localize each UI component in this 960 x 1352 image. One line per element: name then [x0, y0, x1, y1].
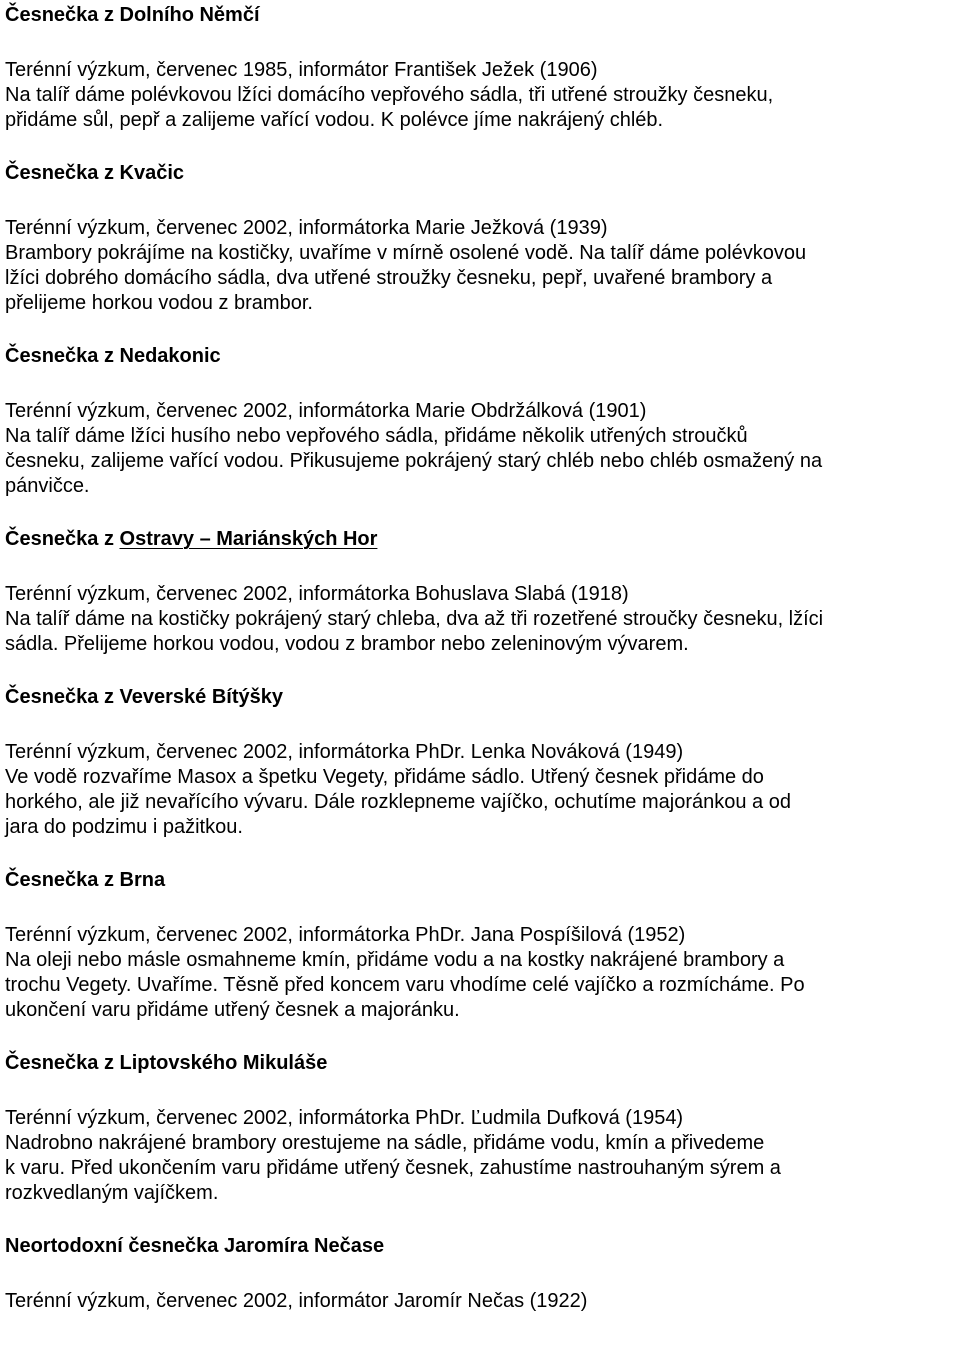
recipe-title: Česnečka z Veverské Bítýšky: [5, 686, 283, 708]
spacer: [5, 710, 957, 739]
recipe-text-line: sádla. Přelijeme horkou vodou, vodou z brambor nebo zeleninovým vývarem.: [5, 633, 689, 655]
spacer: [5, 1076, 957, 1105]
spacer: [5, 1259, 957, 1288]
recipe-title: Neortodoxní česnečka Jaromíra Nečase: [5, 1235, 385, 1257]
recipe-section: [5, 867, 957, 1050]
recipe-source: Terénní výzkum, červenec 2002, informátorka Marie Ježková (1939): [5, 217, 608, 239]
spacer: [5, 840, 957, 867]
recipe-text-line: Nadrobno nakrájené brambory orestujeme na sádle, přidáme vodu, kmín a přivedeme: [5, 1132, 765, 1154]
recipe-source: Terénní výzkum, červenec 1985, informátor František Ježek (1906): [5, 59, 598, 81]
recipe-text-line: Na talíř dáme na kostičky pokrájený starý chleba, dva až tři rozetřené stroučky česneku, lžíci: [5, 608, 824, 630]
spacer: [5, 552, 957, 581]
recipe-section: [5, 343, 957, 526]
spacer: [5, 369, 957, 398]
spacer: [5, 28, 957, 57]
recipe-title: Česnečka z Dolního Němčí: [5, 4, 260, 26]
recipe-text-line: ukončení varu přidáme utřený česnek a majoránku.: [5, 999, 460, 1021]
recipe-text-line: lžíci dobrého domácího sádla, dva utřené stroužky česneku, pepř, uvařené brambory a: [5, 267, 773, 289]
recipe-source: Terénní výzkum, červenec 2002, informátorka PhDr. Jana Pospíšilová (1952): [5, 924, 686, 946]
spacer: [5, 1023, 957, 1050]
recipe-section: [5, 160, 957, 343]
recipe-title: Česnečka z Kvačic: [5, 162, 185, 184]
spacer: [5, 316, 957, 343]
recipe-text-line: Na oleji nebo másle osmahneme kmín, přidáme vodu a na kostky nakrájené brambory a: [5, 949, 785, 971]
recipe-title: Česnečka z Liptovského Mikuláše: [5, 1052, 328, 1074]
recipe-text-line: k varu. Před ukončením varu přidáme utřený česnek, zahustíme nastrouhaným sýrem a: [5, 1157, 781, 1179]
recipe-text-line: trochu Vegety. Uvaříme. Těsně před koncem varu vhodíme celé vajíčko a rozmícháme. Po: [5, 974, 805, 996]
recipe-source: Terénní výzkum, červenec 2002, informátor Jaromír Nečas (1922): [5, 1290, 588, 1312]
recipe-section: [5, 526, 957, 684]
recipe-text-line: Na talíř dáme lžíci husího nebo vepřového sádla, přidáme několik utřených stroučků: [5, 425, 748, 447]
recipe-section: [5, 1233, 957, 1314]
recipe-text-line: pánvičce.: [5, 475, 90, 497]
spacer: [5, 1206, 957, 1233]
recipe-text-line: horkého, ale již nevařícího vývaru. Dále rozklepneme vajíčko, ochutíme majoránkou a od: [5, 791, 791, 813]
recipe-source: Terénní výzkum, červenec 2002, informátorka PhDr. Lenka Nováková (1949): [5, 741, 684, 763]
recipe-text-line: Ve vodě rozvaříme Masox a špetku Vegety, přidáme sádlo. Utřený česnek přidáme do: [5, 766, 764, 788]
recipe-text-line: přidáme sůl, pepř a zalijeme vařící vodou. K polévce jíme nakrájený chléb.: [5, 109, 664, 131]
recipe-source: Terénní výzkum, červenec 2002, informátorka Marie Obdržálková (1901): [5, 400, 647, 422]
recipe-text-line: Na talíř dáme polévkovou lžíci domácího vepřového sádla, tři utřené stroužky česneku,: [5, 84, 774, 106]
recipe-source: Terénní výzkum, červenec 2002, informátorka Bohuslava Slabá (1918): [5, 583, 629, 605]
recipe-title: [5, 526, 957, 552]
spacer: [5, 186, 957, 215]
recipe-title: Česnečka z Nedakonic: [5, 345, 221, 367]
recipe-title: Česnečka z Brna: [5, 869, 166, 891]
recipe-text-line: česneku, zalijeme vařící vodou. Přikusujeme pokrájený starý chléb nebo chléb osmažený na: [5, 450, 823, 472]
spacer: [5, 133, 957, 160]
recipe-text-line: rozkvedlaným vajíčkem.: [5, 1182, 219, 1204]
document-page: [5, 2, 957, 1314]
recipe-text-line: přelijeme horkou vodou z brambor.: [5, 292, 313, 314]
recipe-text-line: jara do podzimu i pažitkou.: [5, 816, 243, 838]
recipe-title-place: Ostravy – Mariánských Hor: [119, 528, 378, 550]
recipe-source: Terénní výzkum, červenec 2002, informátorka PhDr. Ľudmila Dufková (1954): [5, 1107, 684, 1129]
recipe-section: [5, 684, 957, 867]
spacer: [5, 893, 957, 922]
spacer: [5, 499, 957, 526]
recipe-section: [5, 2, 957, 160]
spacer: [5, 657, 957, 684]
recipe-title-prefix: Česnečka z: [5, 528, 120, 550]
recipe-text-line: Brambory pokrájíme na kostičky, uvaříme v mírně osolené vodě. Na talíř dáme polévkovou: [5, 242, 807, 264]
recipe-section: [5, 1050, 957, 1233]
